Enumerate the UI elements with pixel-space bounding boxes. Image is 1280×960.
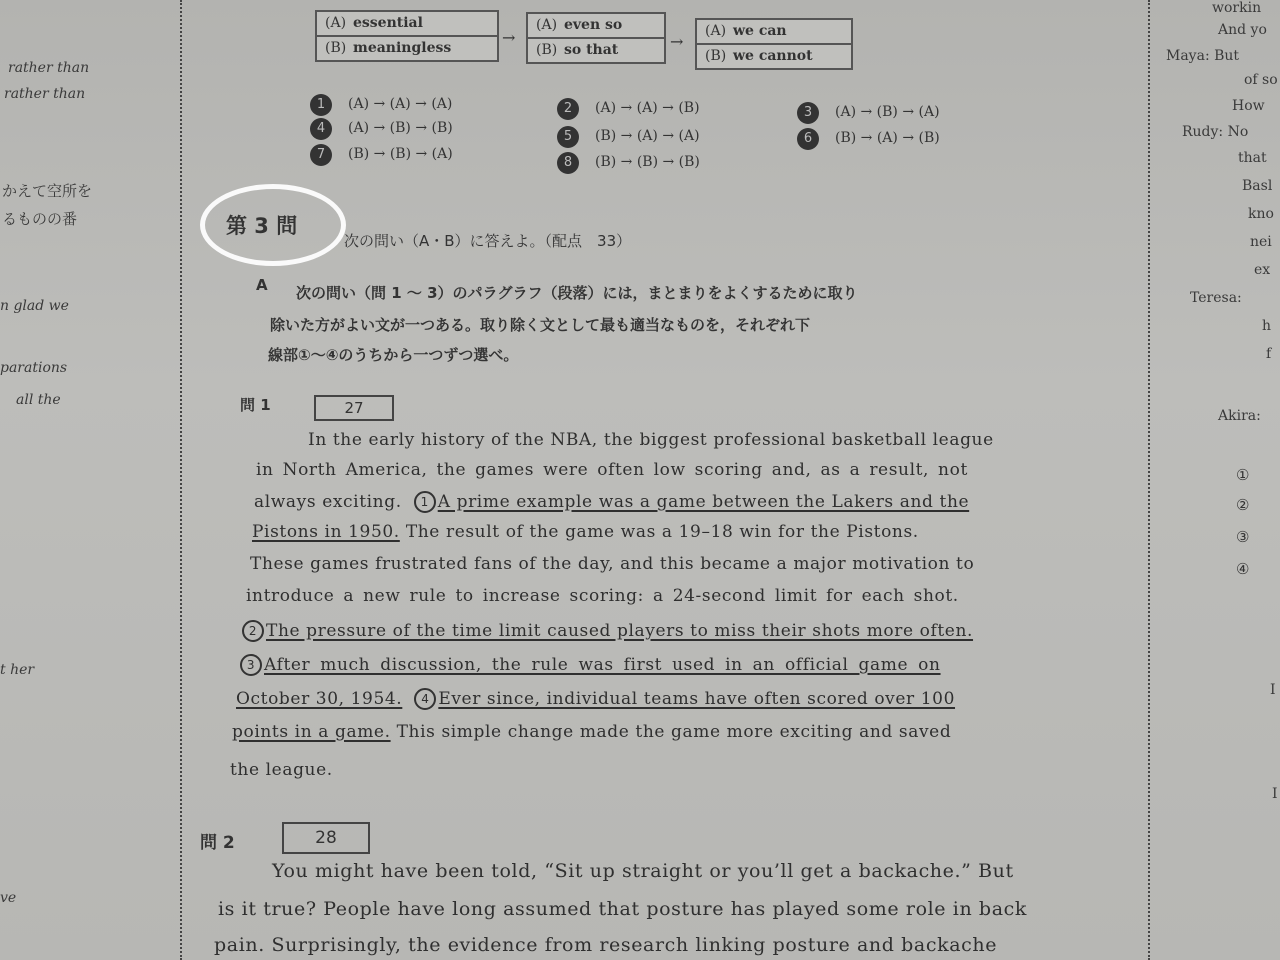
passage-text: This simple change made the game more exciting and saved [390,722,952,742]
margin-text: t her [0,662,35,678]
sentence-number-2: 2 [242,620,264,642]
answer-option [310,94,452,116]
option-sequence: (B) → (A) → (B) [835,130,940,146]
key-b: (B) [325,40,347,56]
passage-line: in North America, the games were often low scoring and, as a result, not [256,460,968,480]
margin-text: Teresa: [1190,290,1242,306]
margin-text: rather than [8,60,90,76]
choice-b: meaningless [353,40,452,56]
option-sequence: (B) → (B) → (B) [595,154,700,170]
margin-text: I [1272,786,1278,802]
passage-line [232,722,951,742]
instruction-line: 線部①～④のうちから一つずつ選べ。 [268,346,519,364]
underlined-sentence-2: The pressure of the time limit caused players to miss their shots more often. [266,621,974,641]
key-a: (A) [325,15,347,31]
choice-box-3 [695,18,853,70]
option-number: 3 [797,102,819,124]
arrow-icon: → [670,32,684,51]
sentence-number-1: 1 [414,491,436,513]
margin-text: るものの番 [2,210,78,228]
margin-text: Akira: [1218,408,1261,424]
passage-line [242,620,973,642]
choice-a: essential [353,15,423,31]
margin-text: rather than [4,86,86,102]
answer-option [310,118,453,140]
choice-box-2 [526,12,666,64]
margin-text: that [1238,150,1267,166]
margin-text: parations [0,360,68,376]
instruction-line: 除いた方がよい文が一つある。取り除く文として最も適当なものを，それぞれ下 [270,316,811,334]
answer-option [557,126,700,148]
margin-text: nei [1250,234,1272,250]
answer-box: 28 [282,822,370,854]
instruction-line: 次の問い（問 1 ～ 3）のパラグラフ（段落）には，まとまりをよくするために取り [296,284,858,302]
answer-option [797,128,940,150]
margin-text: Maya: But [1166,48,1240,64]
margin-option: ② [1236,496,1250,514]
choice-a: even so [564,17,623,33]
passage-line: These games frustrated fans of the day, and this became a major motivation to [250,554,975,574]
key-a: (A) [536,17,558,33]
option-sequence: (A) → (B) → (A) [835,104,940,120]
passage-line: In the early history of the NBA, the biggest professional basketball league [308,430,994,450]
option-number: 1 [310,94,332,116]
margin-text: f [1266,346,1272,362]
margin-text: workin [1212,0,1262,16]
option-sequence: (B) → (B) → (A) [348,146,453,162]
passage-text: The result of the game was a 19–18 win for the Pistons. [399,522,919,542]
margin-text: Rudy: No [1182,124,1249,140]
underlined-sentence-3: October 30, 1954. [236,689,403,709]
option-number: 5 [557,126,579,148]
option-number: 7 [310,144,332,166]
option-number: 2 [557,98,579,120]
choice-b: we cannot [733,48,813,64]
passage-line: the league. [230,760,333,780]
passage-line: pain. Surprisingly, the evidence from research linking posture and backache [214,934,998,956]
option-sequence: (B) → (A) → (A) [595,128,700,144]
answer-option [797,102,940,124]
choice-b: so that [564,42,619,58]
arrow-icon: → [502,28,516,47]
margin-text: ve [0,890,17,906]
passage-line: introduce a new rule to increase scoring: a 24-second limit for each shot. [246,586,959,606]
margin-text: kno [1248,206,1274,222]
key-a: (A) [705,23,727,39]
section-title: 第 3 問 [226,214,298,238]
option-number: 4 [310,118,332,140]
sentence-number-4: 4 [414,688,436,710]
option-sequence: (A) → (A) → (A) [348,96,453,112]
question-label: 問 1 [240,396,271,414]
passage-text: always exciting. [254,492,402,512]
underlined-sentence-3: After much discussion, the rule was first used in an official game on [264,655,941,675]
underlined-sentence-1: Pistons in 1950. [252,522,400,542]
answer-option [310,144,453,166]
left-adjacent-page [0,0,150,960]
underlined-sentence-4: points in a game. [232,722,391,742]
margin-text: かえて空所を [2,182,93,200]
answer-option [557,98,700,120]
answer-option [557,152,700,174]
underlined-sentence-4: Ever since, individual teams have often scored over 100 [438,689,956,709]
passage-line [252,522,919,542]
right-adjacent-page [1150,0,1280,960]
passage-line [240,654,941,676]
fold-line-left [180,0,182,960]
key-b: (B) [536,42,558,58]
margin-text: ex [1254,262,1271,278]
margin-text: h [1262,318,1272,334]
margin-text: Basl [1242,178,1273,194]
margin-text: n glad we [0,298,69,314]
option-sequence: (A) → (B) → (B) [348,120,453,136]
margin-text: How [1232,98,1265,114]
option-number: 6 [797,128,819,150]
part-label: A [256,276,268,294]
question-label: 問 2 [200,833,235,853]
passage-line [236,688,955,710]
passage-line [254,491,969,513]
margin-text: I [1270,682,1276,698]
passage-line: You might have been told, “Sit up straight or you’ll get a backache.” But [272,860,1014,882]
margin-option: ④ [1236,560,1250,578]
margin-option: ① [1236,466,1250,484]
section-instruction: 次の問い（A・B）に答えよ。（配点 33） [344,232,632,250]
underlined-sentence-1: A prime example was a game between the Lakers and the [437,492,970,512]
option-sequence: (A) → (A) → (B) [595,100,700,116]
option-number: 8 [557,152,579,174]
choice-box-1 [315,10,499,62]
margin-text: of so [1244,72,1278,88]
choice-a: we can [733,23,787,39]
passage-line: is it true? People have long assumed that posture has played some role in back [218,898,1027,920]
margin-text: all the [16,392,61,408]
key-b: (B) [705,48,727,64]
answer-box: 27 [314,395,394,421]
margin-text: And yo [1218,22,1267,38]
sentence-number-3: 3 [240,654,262,676]
margin-option: ③ [1236,528,1250,546]
